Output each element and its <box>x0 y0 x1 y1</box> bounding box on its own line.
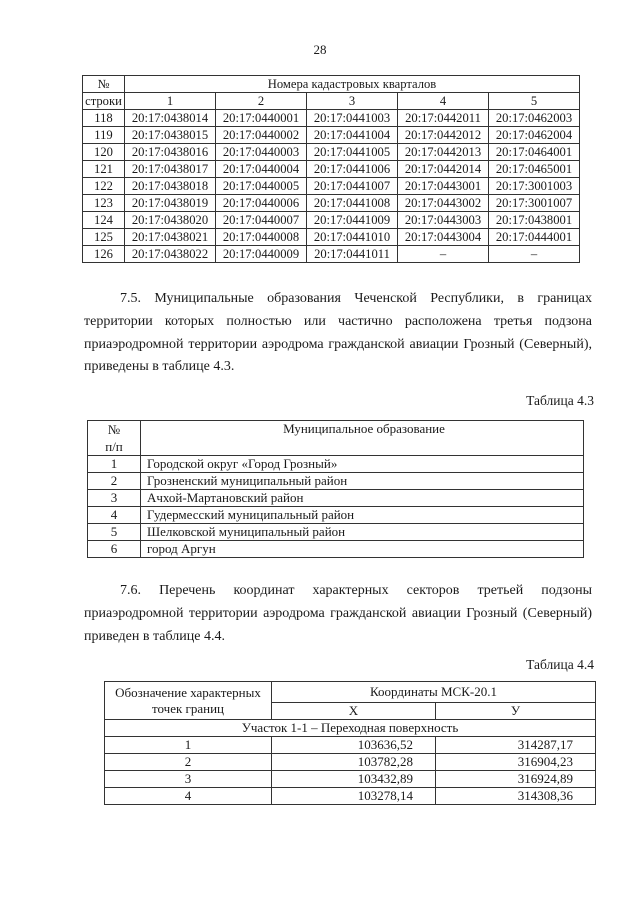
table-cell: 20:17:0440008 <box>216 229 307 246</box>
row-number: 4 <box>88 507 141 524</box>
header-name: Муниципальное образование <box>141 421 584 456</box>
table-cell: 20:17:0465001 <box>489 161 580 178</box>
table-cell: 20:17:0438018 <box>125 178 216 195</box>
table-row <box>88 473 584 490</box>
row-number: 6 <box>88 541 141 558</box>
table-cell: 20:17:0443001 <box>398 178 489 195</box>
point-label: 3 <box>105 771 272 788</box>
table-cell: 20:17:0441004 <box>307 127 398 144</box>
table-cell: 20:17:0442012 <box>398 127 489 144</box>
paragraph-text: 7.5. Муниципальные образования Чеченской Республики, в границах территории которых полностью или частично расположена третья подзона приаэродромной территории аэродрома гражданской авиации Грозный (Северный), приведены в таблице 4.3. <box>84 291 592 375</box>
x-value: 103636,52 <box>272 737 436 754</box>
municipality-name: Городской округ «Город Грозный» <box>141 456 584 473</box>
y-value: 316924,89 <box>436 771 596 788</box>
paragraph-text: 7.6. Перечень координат характерных секторов третьей подзоны приаэродромной территории аэродрома гражданской авиации Грозный (Северный) приведен в таблице 4.4. <box>84 583 592 644</box>
municipality-name: город Аргун <box>141 541 584 558</box>
table-row <box>83 195 580 212</box>
table-cell: – <box>398 246 489 263</box>
header-pp-line: п/п <box>105 439 123 454</box>
table-row <box>83 246 580 263</box>
row-number: 120 <box>83 144 125 161</box>
y-value: 314287,17 <box>436 737 596 754</box>
header-rows: строки <box>83 93 125 110</box>
table-cell: 20:17:0441006 <box>307 161 398 178</box>
column-header: 1 <box>125 93 216 110</box>
table-cell: 20:17:0441003 <box>307 110 398 127</box>
table-row <box>105 788 596 805</box>
y-value: 314308,36 <box>436 788 596 805</box>
municipality-name: Шелковской муниципальный район <box>141 524 584 541</box>
table-cell: 20:17:0438021 <box>125 229 216 246</box>
paragraph-7-6 <box>84 580 592 648</box>
header-no <box>88 421 141 456</box>
table-cell: 20:17:0464001 <box>489 144 580 161</box>
table-cell: 20:17:0462004 <box>489 127 580 144</box>
header-no-line: № <box>107 422 121 437</box>
table-row <box>83 127 580 144</box>
table-cell: 20:17:0443004 <box>398 229 489 246</box>
row-number: 1 <box>88 456 141 473</box>
table-cell: 20:17:0440002 <box>216 127 307 144</box>
table-cell: 20:17:0443003 <box>398 212 489 229</box>
table-cell: 20:17:0443002 <box>398 195 489 212</box>
municipality-name: Гудермесский муниципальный район <box>141 507 584 524</box>
row-number: 118 <box>83 110 125 127</box>
table-row <box>105 754 596 771</box>
row-number: 126 <box>83 246 125 263</box>
table-cell: 20:17:0441007 <box>307 178 398 195</box>
cadastral-quarters-table <box>82 75 580 263</box>
coordinates-table <box>104 681 596 805</box>
table-caption-4-3: Таблица 4.3 <box>526 393 594 408</box>
column-header: 4 <box>398 93 489 110</box>
table-row <box>105 737 596 754</box>
table-cell: 20:17:0438020 <box>125 212 216 229</box>
y-value: 316904,23 <box>436 754 596 771</box>
table-cell: 20:17:0444001 <box>489 229 580 246</box>
table-cell: 20:17:0438022 <box>125 246 216 263</box>
table-cell: 20:17:0438001 <box>489 212 580 229</box>
column-header: 5 <box>489 93 580 110</box>
table-row <box>88 524 584 541</box>
page-number: 28 <box>313 42 327 57</box>
table-cell: 20:17:0441009 <box>307 212 398 229</box>
table-row <box>88 541 584 558</box>
header-points: Обозначение характерных точек границ <box>105 682 272 720</box>
table-cell: 20:17:0438016 <box>125 144 216 161</box>
municipality-name: Ачхой-Мартановский район <box>141 490 584 507</box>
table-row <box>88 456 584 473</box>
table-cell: 20:17:0440001 <box>216 110 307 127</box>
header-coords: Координаты МСК-20.1 <box>272 682 596 703</box>
point-label: 2 <box>105 754 272 771</box>
row-number: 122 <box>83 178 125 195</box>
row-number: 125 <box>83 229 125 246</box>
table-cell: 20:17:0440006 <box>216 195 307 212</box>
column-header: 3 <box>307 93 398 110</box>
row-number: 5 <box>88 524 141 541</box>
header-no: № <box>83 76 125 93</box>
header-x: Х <box>272 703 436 720</box>
row-number: 119 <box>83 127 125 144</box>
table-cell: – <box>489 246 580 263</box>
table-cell: 20:17:0442014 <box>398 161 489 178</box>
point-label: 4 <box>105 788 272 805</box>
table-cell: 20:17:0440003 <box>216 144 307 161</box>
table-caption-4-4: Таблица 4.4 <box>526 657 594 672</box>
table-cell: 20:17:0462003 <box>489 110 580 127</box>
row-number: 121 <box>83 161 125 178</box>
x-value: 103782,28 <box>272 754 436 771</box>
table-cell: 20:17:0438017 <box>125 161 216 178</box>
table-cell: 20:17:0438014 <box>125 110 216 127</box>
x-value: 103278,14 <box>272 788 436 805</box>
table-row <box>105 771 596 788</box>
table-cell: 20:17:0441008 <box>307 195 398 212</box>
municipality-name: Грозненский муниципальный район <box>141 473 584 490</box>
table-cell: 20:17:0441011 <box>307 246 398 263</box>
table-cell: 20:17:3001007 <box>489 195 580 212</box>
row-number: 2 <box>88 473 141 490</box>
table-row <box>88 490 584 507</box>
table-row <box>83 144 580 161</box>
municipalities-table <box>87 420 584 558</box>
row-number: 123 <box>83 195 125 212</box>
table-cell: 20:17:0438019 <box>125 195 216 212</box>
x-value: 103432,89 <box>272 771 436 788</box>
table-row <box>83 229 580 246</box>
table-row <box>83 212 580 229</box>
section-title: Участок 1-1 – Переходная поверхность <box>105 720 596 737</box>
table-row <box>83 178 580 195</box>
header-y: У <box>436 703 596 720</box>
table-cell: 20:17:0442011 <box>398 110 489 127</box>
column-header: 2 <box>216 93 307 110</box>
header-group: Номера кадастровых кварталов <box>125 76 580 93</box>
row-number: 3 <box>88 490 141 507</box>
table-cell: 20:17:0440009 <box>216 246 307 263</box>
table-cell: 20:17:0438015 <box>125 127 216 144</box>
row-number: 124 <box>83 212 125 229</box>
table-cell: 20:17:0441010 <box>307 229 398 246</box>
table-cell: 20:17:0441005 <box>307 144 398 161</box>
table-cell: 20:17:0440007 <box>216 212 307 229</box>
table-cell: 20:17:0440004 <box>216 161 307 178</box>
table-row <box>83 161 580 178</box>
table-cell: 20:17:0440005 <box>216 178 307 195</box>
point-label: 1 <box>105 737 272 754</box>
table-cell: 20:17:3001003 <box>489 178 580 195</box>
table-cell: 20:17:0442013 <box>398 144 489 161</box>
table-row <box>83 110 580 127</box>
table-row <box>88 507 584 524</box>
paragraph-7-5 <box>84 288 592 379</box>
